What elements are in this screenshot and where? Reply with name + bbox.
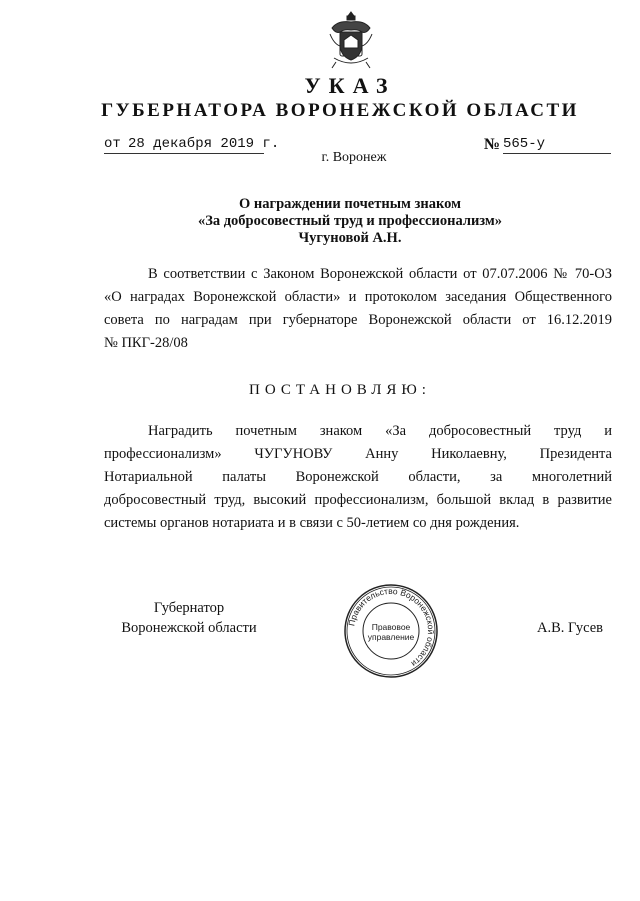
signatory-role [104,598,274,638]
order-paragraph [104,420,612,535]
stamp-ring-text: Правительство Воронежской области [346,585,437,669]
decree-word: ПОСТАНОВЛЯЮ: [249,382,431,398]
stamp-center-line: управление [367,632,415,642]
paragraph-line: совета по наградам при губернаторе Воронежской области от 16.12.2019 [104,312,612,328]
paragraph-line: Нотариальной палаты Воронежской области, за многолетний [104,469,612,485]
stamp-center-text [366,622,416,642]
paragraph-line: Наградить почетным знаком «За добросовестный труд и [148,423,612,439]
coat-of-arms-emblem [326,10,376,72]
subject-line: «За добросовестный труд и профессионализм» [197,213,503,229]
stamp-center-line: Правовое [371,622,411,632]
date-prefix: от [104,136,121,152]
paragraph-line: профессионализм» ЧУГУНОВУ Анну Николаевну, Президента [104,446,612,462]
role-line: Воронежской области [121,620,257,636]
city-label: г. Воронеж [321,150,387,165]
document-subject [150,196,550,247]
signatory-name: А.В. Гусев [537,620,603,636]
paragraph-line: добросовестный труд, высокий профессионализм, большой вклад в развитие [104,492,612,508]
paragraph-line: системы органов нотариата и в связи с 50-летием со дня рождения. [104,515,520,531]
issuer-title: ГУБЕРНАТОРА ВОРОНЕЖСКОЙ ОБЛАСТИ [101,100,579,121]
paragraph-line: В соответствии с Законом Воронежской области от 07.07.2006 № 70-ОЗ [148,266,612,282]
document-number: 565-у [503,136,546,152]
paragraph-line: «О наградах Воронежской области» и протоколом заседания Общественного [104,289,612,305]
number-prefix: № [484,136,501,153]
role-line: Губернатор [153,600,225,616]
document-type-title: УКАЗ [304,73,396,98]
paragraph-line: № ПКГ-28/08 [104,335,188,351]
basis-paragraph [104,263,612,355]
document-date: 28 декабря 2019 г. [128,136,280,152]
subject-line: О награждении почетным знаком [239,196,461,212]
subject-line: Чугуновой А.Н. [298,230,402,246]
